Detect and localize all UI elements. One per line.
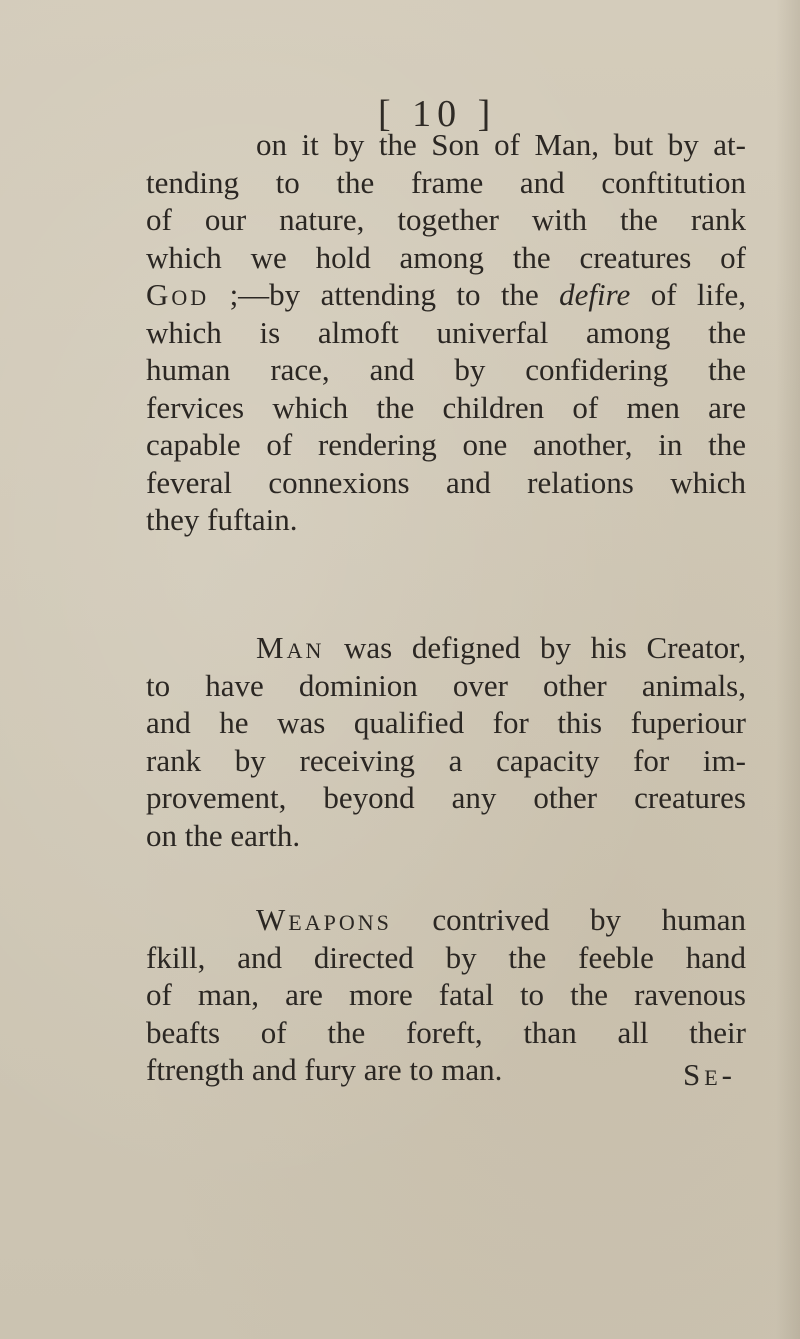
text-run: contrived by human — [391, 902, 746, 937]
paragraph-2 — [146, 629, 746, 854]
text-run: Man — [256, 630, 325, 665]
text-line: feveral connexions and relations which — [146, 464, 746, 500]
text-run: ;—by attending to the — [209, 277, 560, 312]
text-run: God — [146, 277, 210, 312]
text-line: human race, and by confidering the — [146, 352, 746, 387]
text-run: of life, — [630, 277, 746, 312]
text-line: beafts of the foreft, than all their — [146, 1014, 746, 1050]
text-line: ftrength and fury are to man. — [146, 1052, 503, 1087]
text-line: to have dominion over other animals, — [146, 667, 746, 703]
text-line: and he was qualified for this fuperiour — [146, 705, 746, 740]
text-line: they fuftain. — [146, 502, 298, 537]
text-line: of our nature, together with the rank — [146, 202, 746, 237]
text-line: tending to the frame and conftitution — [146, 164, 746, 200]
page-edge-shadow — [776, 0, 800, 1339]
text-run: Weapons — [256, 902, 392, 937]
text-line: of man, are more fatal to the ravenous — [146, 977, 746, 1012]
text-line — [146, 629, 746, 667]
text-line: which we hold among the creatures of — [146, 239, 746, 275]
text-run: defire — [559, 277, 631, 312]
page-number: [ 10 ] — [378, 93, 497, 135]
paragraph-1 — [146, 126, 746, 539]
text-line: which is almoft univerfal among the — [146, 314, 746, 350]
text-line: on the earth. — [146, 817, 301, 853]
text-run: was defigned by his Creator, — [324, 630, 746, 665]
text-line — [146, 901, 746, 939]
text-line: capable of rendering one another, in the — [146, 427, 746, 462]
catchword: Se- — [683, 1057, 737, 1092]
text-line: fervices which the children of men are — [146, 389, 746, 425]
text-line — [146, 276, 746, 314]
text-line: provement, beyond any other creatures — [146, 780, 746, 815]
paragraph-3 — [146, 901, 746, 1089]
text-line: on it by the Son of Man, but by at- — [256, 127, 746, 162]
text-line: rank by receiving a capacity for im- — [146, 742, 746, 778]
text-line: fkill, and directed by the feeble hand — [146, 939, 746, 975]
